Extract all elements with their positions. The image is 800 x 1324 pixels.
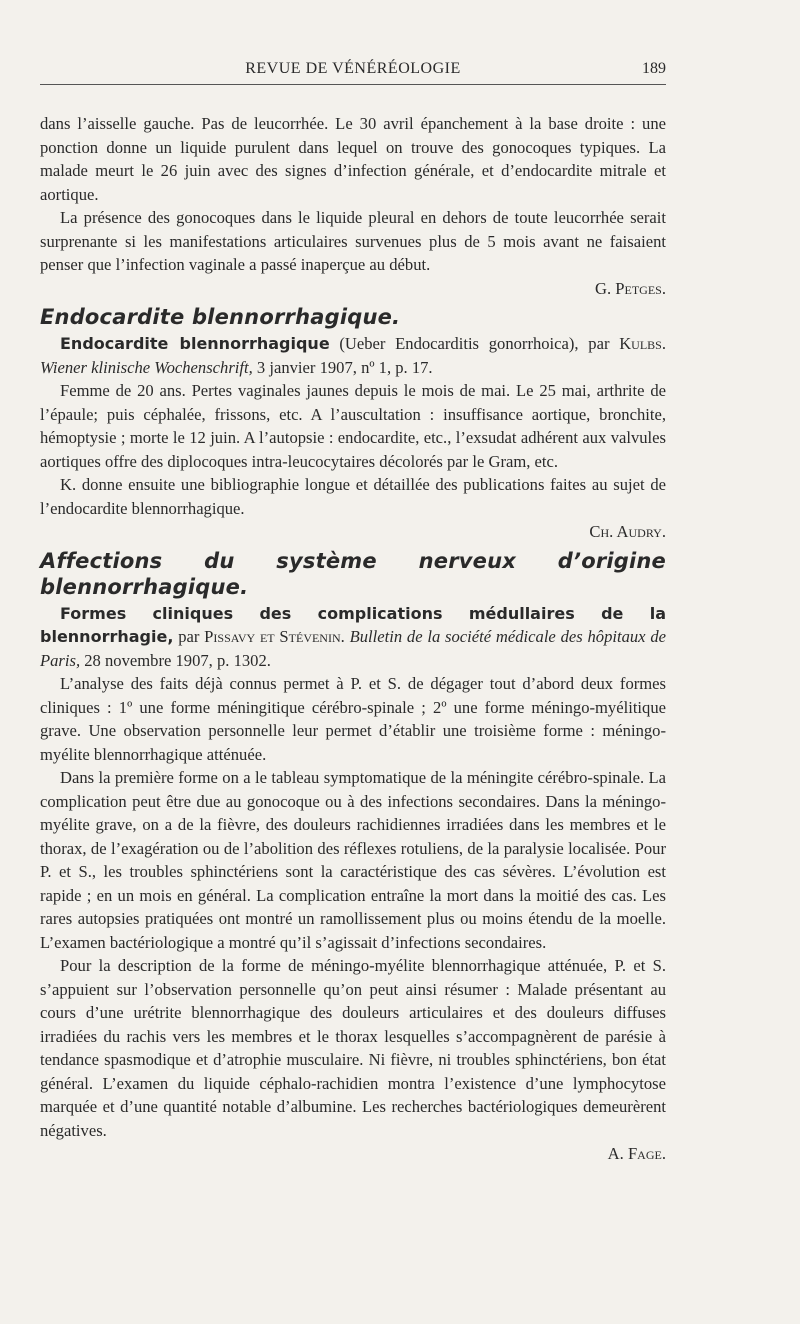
article-author: Kulbs. (619, 334, 666, 353)
page-number: 189 (642, 60, 666, 77)
article-author: Pissavy et Stévenin. (204, 627, 345, 646)
section-heading: Affections du système nerveux d’origine blennorrhagique. (40, 548, 666, 599)
paragraph: Femme de 20 ans. Pertes vaginales jaunes depuis le mois de mai. Le 25 mai, arthrite de l’épaule; puis céphalée, frissons, etc. A l’auscultation : insuffisance aortique, bronchite, hémoptysie ; morte le 12 juin. A l’autopsie : endocardite, etc., l’exsudat adhérent aux valvules aortiques offre des diplocoques intra-leucocytaires décolorés par le Gram, etc. (40, 381, 666, 471)
page-header (40, 58, 666, 85)
paragraph: Pour la description de la forme de méningo-myélite blennorrhagique atténuée, P. et S. s’appuient sur l’observation personnelle qu’on peut ainsi résumer : Malade présentant au cours d’une urétrite blennorrhagique des douleurs articulaires et des douleurs diffuses irradiées du rachis vers les membres et le thorax lesquelles s’accompagnèrent de parésie à tendance spasmodique et d’atrophie musculaire. Ni fièvre, ni troubles sphinctériens, bon état général. L’examen du liquide céphalo-rachidien montra l’existence d’une lymphocytose marquée et d’une quantité notable d’albumine. Les recherches bactériologiques demeurèrent négatives. A. Fage. (40, 954, 666, 1166)
signature: A. Fage. (607, 1144, 666, 1163)
article-title: Formes cliniques des complications médullaires de la blennorrhagie, (40, 603, 666, 646)
paragraph: La présence des gonocoques dans le liquide pleural en dehors de toute leucorrhée serait surprenante si les manifestations articulaires survenues plus de 5 mois avant ne faisaient penser que l’infection vaginale a passé inaperçue au début. G. Petges. (40, 206, 666, 300)
paragraph: K. donne ensuite une bibliographie longue et détaillée des publications faites au sujet de l’endocardite blennorrhagique. Ch. Audry. (40, 473, 666, 544)
section-heading: Endocardite blennorrhagique. (40, 305, 401, 329)
page-body (40, 112, 666, 1166)
article-reference: Endocardite blennorrhagique (Ueber Endocarditis gonorrhoica), par Kulbs. Wiener klinische Wochenschrift, 3 janvier 1907, nº 1, p. 17. (40, 334, 666, 377)
signature: Ch. Audry. (589, 522, 666, 541)
article-reference: Formes cliniques des complications médullaires de la blennorrhagie, par Pissavy et Stévenin. Bulletin de la société médicale des hôpitaux de Paris, 28 novembre 1907, p. 1302. (40, 603, 666, 670)
signature: G. Petges. (595, 278, 666, 298)
paragraph: L’analyse des faits déjà connus permet à P. et S. de dégager tout d’abord deux formes cliniques : 1º une forme méningitique cérébro-spinale ; 2º une forme méningo-myélitique grave. Une observation personnelle leur permet d’établir une troisième forme : méningo-myélite blennorrhagique atténuée. (40, 674, 666, 764)
journal-name: Wiener klinische Wochenschrift, (40, 357, 253, 377)
journal-name: Bulletin de la société médicale des hôpitaux de Paris, (40, 627, 666, 670)
article-title: Endocardite blennorrhagique (60, 334, 330, 353)
running-title: REVUE DE VÉNÉRÉOLOGIE (245, 60, 461, 77)
paragraph: dans l’aisselle gauche. Pas de leucorrhée. Le 30 avril épanchement à la base droite : une ponction donne un liquide purulent dans lequel on trouve des gonocoques typiques. La malade meurt le 26 juin avec des signes d’infection générale, et d’endocardite mitrale et aortique. (40, 114, 666, 204)
paragraph: Dans la première forme on a le tableau symptomatique de la méningite cérébro-spinale. La complication peut être due au gonocoque ou à des infections secondaires. Dans la méningo-myélite grave, on a de la fièvre, des douleurs rachidiennes irradiées dans les membres et le thorax, de l’exagération ou de l’abolition des réflexes rotuliens, de la paralysie localisée. Pour P. et S., les troubles sphinctériens sont la caractéristique des cas sévères. L’évolution est rapide ; en un mois en général. La complication entraîne la mort dans la moitié des cas. Les rares autopsies pratiquées ont montré un ramollissement plus ou moins étendu de la moelle. L’examen bactériologique a montré qu’il s’agissait d’infections secondaires. (40, 768, 666, 952)
